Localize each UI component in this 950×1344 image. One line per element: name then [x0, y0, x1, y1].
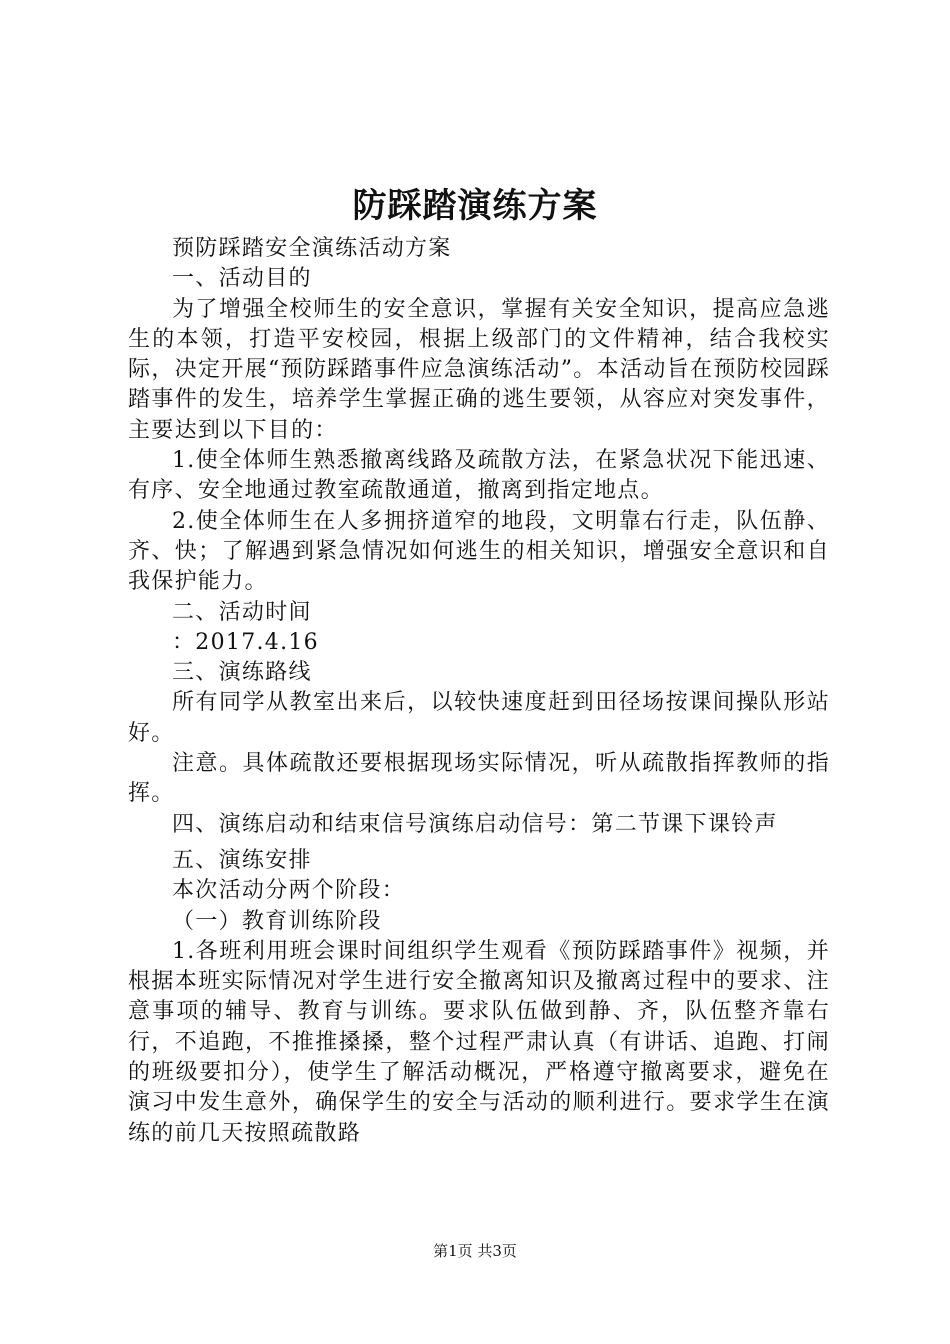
subtitle-paragraph: 预防踩踏安全演练活动方案 — [172, 236, 452, 261]
training-item-1: 1.各班利用班会课时间组织学生观看《预防踩踏事件》视频，并根据本班实际情况对学生进行安全撤离知识及撤离过程中的要求、注意事项的辅导、教育与训练。要求队伍做到静、齐，队伍整齐靠右行，不追跑，不推推搡搡，整个过程严肃认真（有讲话、追跑、打闹的班级要扣分），使学生了解活动概况，严格遵守撤离要求，避免在演习中发生意外，确保学生的安全与活动的顺利进行。要求学生在演练的前几天按照疏散路 — [128, 938, 830, 1146]
section-heading-purpose: 一、活动目的 — [172, 266, 312, 292]
section-heading-arrangement: 五、演练安排 — [172, 847, 312, 873]
purpose-item-1: 1.使全体师生熟悉撤离线路及疏散方法，在紧急状况下能迅速、有序、安全地通过教室疏散通道，撤离到指定地点。 — [128, 448, 830, 504]
purpose-paragraph: 为了增强全校师生的安全意识，掌握有关安全知识，提高应急逃生的本领，打造平安校园，根据上级部门的文件精神，结合我校实际，决定开展“预防踩踏事件应急演练活动”。本活动旨在预防校园踩踏事件的发生，培养学生掌握正确的逃生要领，从容应对突发事件，主要达到以下目的： — [128, 296, 830, 443]
document-title: 防踩踏演练方案 — [352, 186, 598, 226]
section-heading-signal: 四、演练启动和结束信号演练启动信号：第二节课下课铃声 — [172, 811, 778, 837]
route-note-paragraph: 注意。具体疏散还要根据现场实际情况，听从疏散指挥教师的指挥。 — [128, 751, 830, 807]
page-footer: 第1页 共3页 — [433, 1242, 517, 1260]
stages-paragraph: 本次活动分两个阶段： — [172, 878, 406, 904]
section-heading-route: 三、演练路线 — [172, 660, 312, 686]
section-heading-time: 二、活动时间 — [172, 599, 312, 625]
stage-heading-training: （一）教育训练阶段 — [172, 908, 382, 934]
document-body — [128, 234, 830, 1149]
activity-date: ：2017.4.16 — [172, 629, 319, 655]
route-paragraph: 所有同学从教室出来后，以较快速度赶到田径场按课间操队形站好。 — [128, 690, 830, 746]
purpose-item-2: 2.使全体师生在人多拥挤道窄的地段，文明靠右行走，队伍静、齐、快；了解遇到紧急情况如何逃生的相关知识，增强安全意识和自我保护能力。 — [128, 508, 830, 595]
